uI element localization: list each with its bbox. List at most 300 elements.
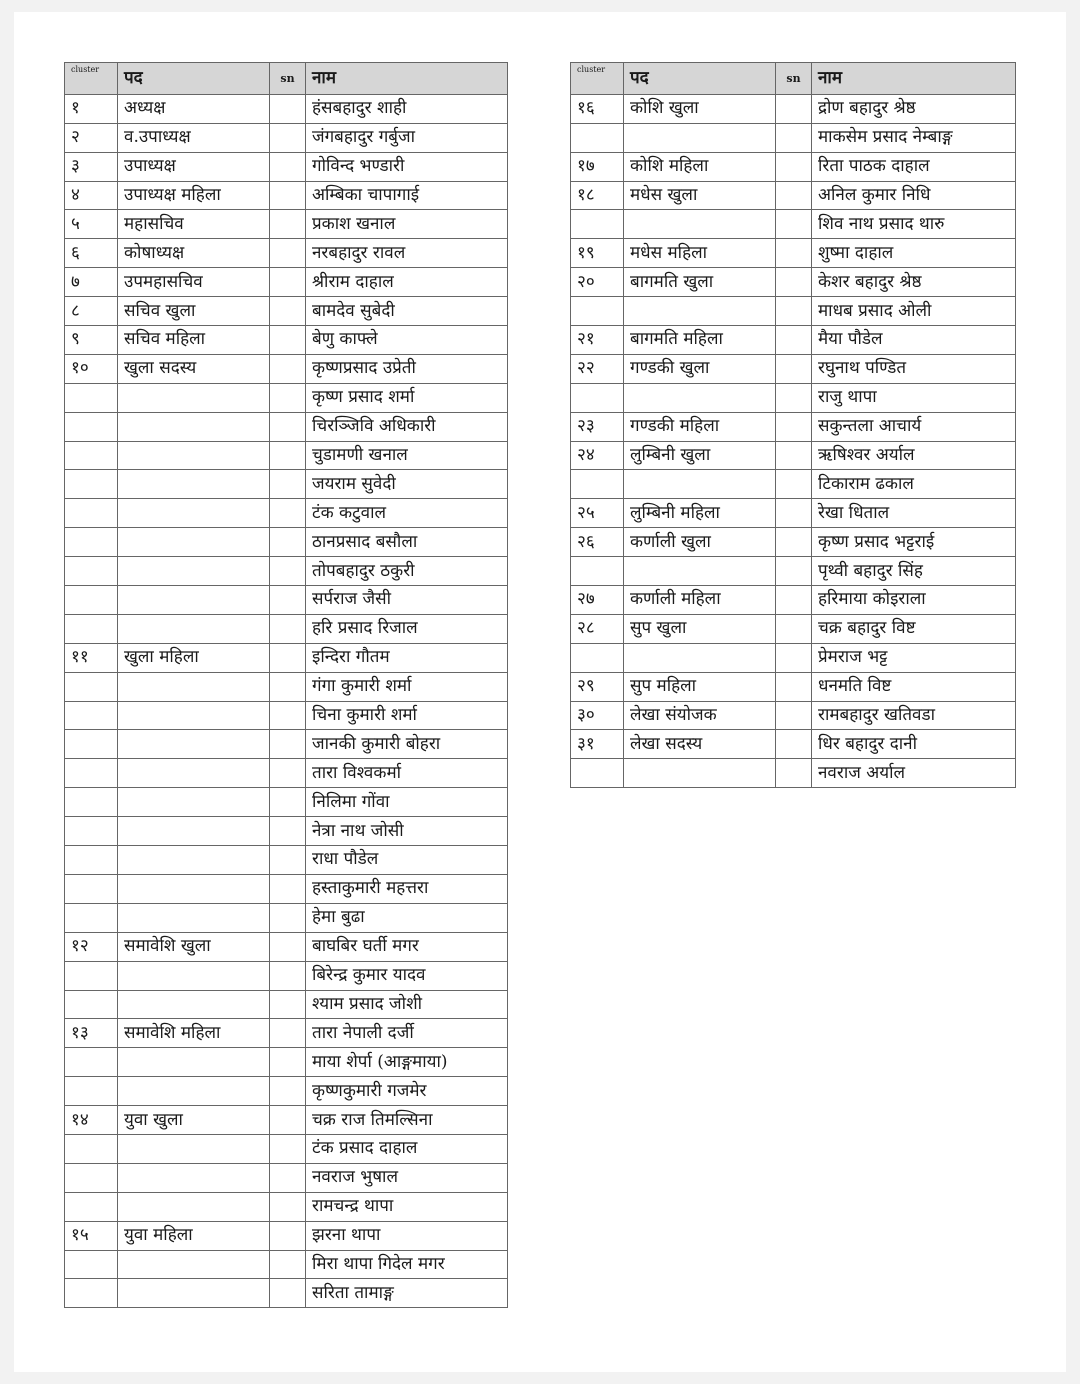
cell-cluster: १६ xyxy=(571,94,624,123)
cell-post: समावेशि महिला xyxy=(118,1019,270,1048)
cell-post: मधेस महिला xyxy=(624,239,776,268)
table-row xyxy=(571,123,1016,152)
cell-post: खुला महिला xyxy=(118,643,270,672)
cell-post xyxy=(118,383,270,412)
cell-post: बागमति खुला xyxy=(624,268,776,297)
cell-cluster xyxy=(571,297,624,326)
cell-post xyxy=(118,1250,270,1279)
cell-post xyxy=(624,759,776,788)
cell-sn xyxy=(776,499,812,528)
cell-sn xyxy=(776,326,812,355)
table-row xyxy=(65,239,508,268)
table-row xyxy=(571,701,1016,730)
cell-name: सरिता तामाङ्ग xyxy=(306,1279,508,1308)
cell-sn xyxy=(270,817,306,846)
cell-cluster: २४ xyxy=(571,441,624,470)
cell-sn xyxy=(270,1192,306,1221)
roster-body-right xyxy=(571,94,1016,787)
cell-name: राजु थापा xyxy=(812,383,1016,412)
cell-post xyxy=(118,557,270,586)
cell-name: मैया पौडेल xyxy=(812,326,1016,355)
table-row xyxy=(65,1019,508,1048)
cell-cluster xyxy=(65,874,118,903)
cell-sn xyxy=(270,932,306,961)
cell-post: युवा महिला xyxy=(118,1221,270,1250)
cell-sn xyxy=(270,557,306,586)
cell-cluster xyxy=(65,1163,118,1192)
cell-post: व.उपाध्यक्ष xyxy=(118,123,270,152)
cell-cluster: २८ xyxy=(571,614,624,643)
cell-cluster: ४ xyxy=(65,181,118,210)
cell-sn xyxy=(776,239,812,268)
cell-post xyxy=(118,1077,270,1106)
cell-cluster xyxy=(65,383,118,412)
cell-post xyxy=(118,701,270,730)
table-row xyxy=(65,354,508,383)
cell-cluster xyxy=(65,557,118,586)
cell-cluster: २९ xyxy=(571,672,624,701)
cell-sn xyxy=(270,1048,306,1077)
cell-cluster xyxy=(65,990,118,1019)
cell-cluster xyxy=(65,1279,118,1308)
cell-name: नेत्रा नाथ जोसी xyxy=(306,817,508,846)
cell-cluster: ११ xyxy=(65,643,118,672)
table-row xyxy=(65,499,508,528)
cell-cluster: १४ xyxy=(65,1106,118,1135)
cell-cluster xyxy=(65,586,118,615)
cell-name: राधा पौडेल xyxy=(306,846,508,875)
cell-cluster: १८ xyxy=(571,181,624,210)
cell-cluster xyxy=(65,759,118,788)
cell-sn xyxy=(776,268,812,297)
cell-cluster xyxy=(571,643,624,672)
cell-name: कृष्ण प्रसाद शर्मा xyxy=(306,383,508,412)
cell-sn xyxy=(270,326,306,355)
cell-post xyxy=(118,788,270,817)
cell-cluster: २६ xyxy=(571,528,624,557)
table-row xyxy=(65,181,508,210)
cell-name: नवराज भुषाल xyxy=(306,1163,508,1192)
cell-name: बामदेव सुबेदी xyxy=(306,297,508,326)
table-row xyxy=(571,441,1016,470)
table-row xyxy=(65,1279,508,1308)
cell-name: धनमति विष्ट xyxy=(812,672,1016,701)
cell-cluster: २१ xyxy=(571,326,624,355)
cell-cluster xyxy=(571,210,624,239)
cell-cluster xyxy=(65,1048,118,1077)
table-row xyxy=(65,326,508,355)
cell-post xyxy=(118,672,270,701)
cell-name: नवराज अर्याल xyxy=(812,759,1016,788)
cell-sn xyxy=(776,470,812,499)
cell-name: प्रेमराज भट्ट xyxy=(812,643,1016,672)
cell-post xyxy=(118,412,270,441)
cell-sn xyxy=(776,297,812,326)
table-row xyxy=(65,528,508,557)
cell-post xyxy=(118,961,270,990)
cell-cluster xyxy=(571,383,624,412)
cell-name: श्रीराम दाहाल xyxy=(306,268,508,297)
cell-post xyxy=(118,441,270,470)
cell-sn xyxy=(270,643,306,672)
cell-name: हस्ताकुमारी महत्तरा xyxy=(306,874,508,903)
cell-post xyxy=(118,499,270,528)
cell-sn xyxy=(776,210,812,239)
cell-sn xyxy=(270,470,306,499)
cell-sn xyxy=(270,586,306,615)
cell-sn xyxy=(270,961,306,990)
cell-sn xyxy=(270,614,306,643)
table-row xyxy=(65,268,508,297)
cell-sn xyxy=(270,383,306,412)
table-row xyxy=(65,846,508,875)
cell-name: झरना थापा xyxy=(306,1221,508,1250)
cell-post: उपमहासचिव xyxy=(118,268,270,297)
cell-sn xyxy=(270,354,306,383)
cell-sn xyxy=(270,123,306,152)
cell-name: माकसेम प्रसाद नेम्बाङ्ग xyxy=(812,123,1016,152)
cell-cluster xyxy=(571,123,624,152)
cell-name: रघुनाथ पण्डित xyxy=(812,354,1016,383)
cell-cluster xyxy=(571,470,624,499)
cell-name: चुडामणी खनाल xyxy=(306,441,508,470)
cell-name: रामचन्द्र थापा xyxy=(306,1192,508,1221)
cell-post: सुप महिला xyxy=(624,672,776,701)
cell-post: गण्डकी महिला xyxy=(624,412,776,441)
cell-post xyxy=(624,210,776,239)
table-row xyxy=(65,874,508,903)
cell-cluster xyxy=(65,788,118,817)
cell-name: हरिमाया कोइराला xyxy=(812,586,1016,615)
cell-name: निलिमा गोंवा xyxy=(306,788,508,817)
cell-cluster xyxy=(65,701,118,730)
cell-post xyxy=(118,730,270,759)
cell-post: लेखा सदस्य xyxy=(624,730,776,759)
cell-post xyxy=(624,643,776,672)
cell-cluster: १२ xyxy=(65,932,118,961)
cell-post xyxy=(624,383,776,412)
cell-name: ठानप्रसाद बसौला xyxy=(306,528,508,557)
cell-cluster: ६ xyxy=(65,239,118,268)
cell-name: गोविन्द भण्डारी xyxy=(306,152,508,181)
cell-post: उपाध्यक्ष xyxy=(118,152,270,181)
cell-name: बाघबिर घर्ती मगर xyxy=(306,932,508,961)
cell-name: गंगा कुमारी शर्मा xyxy=(306,672,508,701)
cell-sn xyxy=(270,1077,306,1106)
cell-name: द्रोण बहादुर श्रेष्ठ xyxy=(812,94,1016,123)
cell-name: टिकाराम ढकाल xyxy=(812,470,1016,499)
cell-name: बेणु काफ्ले xyxy=(306,326,508,355)
cell-sn xyxy=(270,94,306,123)
cell-sn xyxy=(270,297,306,326)
table-row xyxy=(65,1163,508,1192)
cell-name: माया शेर्पा (आङ्गमाया) xyxy=(306,1048,508,1077)
table-row xyxy=(65,412,508,441)
cell-name: जंगबहादुर गर्बुजा xyxy=(306,123,508,152)
cell-cluster: १९ xyxy=(571,239,624,268)
cell-post: उपाध्यक्ष महिला xyxy=(118,181,270,210)
cell-name: नरबहादुर रावल xyxy=(306,239,508,268)
cell-cluster xyxy=(65,1192,118,1221)
table-row xyxy=(65,990,508,1019)
table-row xyxy=(571,354,1016,383)
cell-sn xyxy=(270,701,306,730)
cell-name: चक्र बहादुर विष्ट xyxy=(812,614,1016,643)
cell-sn xyxy=(270,1106,306,1135)
cell-cluster xyxy=(65,961,118,990)
table-row xyxy=(65,730,508,759)
cell-post xyxy=(118,990,270,1019)
roster-body-left xyxy=(65,94,508,1307)
cell-sn xyxy=(270,903,306,932)
table-row xyxy=(65,701,508,730)
cell-sn xyxy=(270,210,306,239)
cell-post xyxy=(118,1279,270,1308)
table-row xyxy=(65,441,508,470)
cell-name: माधब प्रसाद ओली xyxy=(812,297,1016,326)
table-row xyxy=(65,788,508,817)
roster-table-right xyxy=(570,62,1016,788)
cell-cluster xyxy=(65,817,118,846)
cell-sn xyxy=(270,788,306,817)
table-row xyxy=(65,961,508,990)
cell-cluster: २० xyxy=(571,268,624,297)
table-row xyxy=(571,239,1016,268)
cell-post: मधेस खुला xyxy=(624,181,776,210)
cell-sn xyxy=(776,181,812,210)
table-row xyxy=(65,643,508,672)
table-row xyxy=(65,614,508,643)
cell-cluster xyxy=(65,846,118,875)
cell-sn xyxy=(270,1163,306,1192)
cell-cluster: १५ xyxy=(65,1221,118,1250)
cell-post: गण्डकी खुला xyxy=(624,354,776,383)
cell-name: हरि प्रसाद रिजाल xyxy=(306,614,508,643)
cell-sn xyxy=(270,499,306,528)
cell-name: ऋषिश्वर अर्याल xyxy=(812,441,1016,470)
table-row xyxy=(65,817,508,846)
cell-post xyxy=(118,528,270,557)
table-row xyxy=(65,470,508,499)
table-row xyxy=(571,586,1016,615)
cell-post: लेखा संयोजक xyxy=(624,701,776,730)
table-row xyxy=(65,932,508,961)
cell-sn xyxy=(776,383,812,412)
cell-cluster xyxy=(571,759,624,788)
table-row xyxy=(65,1250,508,1279)
cell-post: कर्णाली महिला xyxy=(624,586,776,615)
cell-cluster: २३ xyxy=(571,412,624,441)
cell-cluster: १ xyxy=(65,94,118,123)
cell-sn xyxy=(776,528,812,557)
table-row xyxy=(65,1048,508,1077)
header-post: पद xyxy=(118,63,270,95)
cell-post xyxy=(118,1134,270,1163)
cell-post: कोषाध्यक्ष xyxy=(118,239,270,268)
table-row xyxy=(65,210,508,239)
cell-name: रिता पाठक दाहाल xyxy=(812,152,1016,181)
cell-cluster: १३ xyxy=(65,1019,118,1048)
cell-cluster: ५ xyxy=(65,210,118,239)
cell-post xyxy=(118,1048,270,1077)
cell-post: समावेशि खुला xyxy=(118,932,270,961)
cell-post xyxy=(118,586,270,615)
cell-sn xyxy=(270,181,306,210)
cell-post: कोशि महिला xyxy=(624,152,776,181)
cell-name: टंक कटुवाल xyxy=(306,499,508,528)
table-row xyxy=(65,1106,508,1135)
cell-cluster: २२ xyxy=(571,354,624,383)
table-row xyxy=(65,123,508,152)
cell-sn xyxy=(270,1250,306,1279)
cell-sn xyxy=(270,1134,306,1163)
header-name: नाम xyxy=(812,63,1016,95)
cell-post xyxy=(624,297,776,326)
header-sn: sn xyxy=(776,63,812,95)
cell-name: तारा विश्वकर्मा xyxy=(306,759,508,788)
cell-cluster xyxy=(65,1250,118,1279)
cell-name: हेमा बुढा xyxy=(306,903,508,932)
header-name: नाम xyxy=(306,63,508,95)
cell-cluster: ९ xyxy=(65,326,118,355)
cell-post: सुप खुला xyxy=(624,614,776,643)
cell-sn xyxy=(270,412,306,441)
cell-sn xyxy=(270,672,306,701)
table-row xyxy=(65,1077,508,1106)
table-row xyxy=(571,672,1016,701)
cell-name: कृष्णप्रसाद उप्रेती xyxy=(306,354,508,383)
roster-table-left xyxy=(64,62,508,1308)
cell-cluster: १७ xyxy=(571,152,624,181)
cell-post: कोशि खुला xyxy=(624,94,776,123)
cell-name: शुष्मा दाहाल xyxy=(812,239,1016,268)
table-row xyxy=(65,672,508,701)
cell-name: चिना कुमारी शर्मा xyxy=(306,701,508,730)
table-row xyxy=(65,1192,508,1221)
cell-cluster: २७ xyxy=(571,586,624,615)
cell-name: सकुन्तला आचार्य xyxy=(812,412,1016,441)
cell-name: चिरञ्जिवि अधिकारी xyxy=(306,412,508,441)
cell-cluster xyxy=(571,557,624,586)
cell-sn xyxy=(270,990,306,1019)
cell-sn xyxy=(776,701,812,730)
cell-cluster xyxy=(65,441,118,470)
cell-name: कृष्णकुमारी गजमेर xyxy=(306,1077,508,1106)
cell-cluster xyxy=(65,412,118,441)
cell-post xyxy=(624,470,776,499)
cell-sn xyxy=(270,152,306,181)
cell-sn xyxy=(776,643,812,672)
table-row xyxy=(571,383,1016,412)
table-row xyxy=(571,326,1016,355)
cell-name: पृथ्वी बहादुर सिंह xyxy=(812,557,1016,586)
table-row xyxy=(65,1134,508,1163)
cell-sn xyxy=(776,557,812,586)
cell-sn xyxy=(776,123,812,152)
header-cluster: cluster xyxy=(65,63,118,95)
table-row xyxy=(571,152,1016,181)
cell-post xyxy=(118,470,270,499)
cell-sn xyxy=(776,586,812,615)
cell-cluster xyxy=(65,614,118,643)
cell-cluster: २५ xyxy=(571,499,624,528)
table-row xyxy=(65,94,508,123)
cell-cluster xyxy=(65,470,118,499)
cell-name: हंसबहादुर शाही xyxy=(306,94,508,123)
cell-sn xyxy=(270,1019,306,1048)
table-row xyxy=(571,297,1016,326)
cell-sn xyxy=(270,239,306,268)
cell-name: जानकी कुमारी बोहरा xyxy=(306,730,508,759)
cell-cluster xyxy=(65,903,118,932)
cell-name: तारा नेपाली दर्जी xyxy=(306,1019,508,1048)
cell-sn xyxy=(776,354,812,383)
table-row xyxy=(65,383,508,412)
cell-cluster xyxy=(65,499,118,528)
cell-sn xyxy=(270,1221,306,1250)
cell-name: श्याम प्रसाद जोशी xyxy=(306,990,508,1019)
header-sn: sn xyxy=(270,63,306,95)
table-header-row xyxy=(571,63,1016,95)
cell-post: सचिव महिला xyxy=(118,326,270,355)
table-row xyxy=(571,614,1016,643)
table-row xyxy=(65,152,508,181)
cell-sn xyxy=(270,268,306,297)
cell-name: रामबहादुर खतिवडा xyxy=(812,701,1016,730)
cell-sn xyxy=(776,152,812,181)
table-row xyxy=(571,210,1016,239)
cell-name: शिव नाथ प्रसाद थारु xyxy=(812,210,1016,239)
cell-sn xyxy=(270,528,306,557)
cell-name: केशर बहादुर श्रेष्ठ xyxy=(812,268,1016,297)
cell-sn xyxy=(776,759,812,788)
table-row xyxy=(571,412,1016,441)
table-row xyxy=(571,643,1016,672)
cell-post xyxy=(118,614,270,643)
table-row xyxy=(65,1221,508,1250)
cell-sn xyxy=(270,759,306,788)
cell-name: रेखा धिताल xyxy=(812,499,1016,528)
cell-post xyxy=(118,846,270,875)
table-row xyxy=(571,730,1016,759)
cell-cluster: ३१ xyxy=(571,730,624,759)
table-row xyxy=(571,557,1016,586)
cell-name: मिरा थापा गिदेल मगर xyxy=(306,1250,508,1279)
document-page xyxy=(14,12,1066,1372)
cell-sn xyxy=(270,441,306,470)
cell-sn xyxy=(776,672,812,701)
cell-name: अम्बिका चापागाई xyxy=(306,181,508,210)
cell-cluster xyxy=(65,1077,118,1106)
cell-sn xyxy=(270,1279,306,1308)
cell-sn xyxy=(270,846,306,875)
table-row xyxy=(571,268,1016,297)
table-row xyxy=(65,759,508,788)
table-row xyxy=(65,297,508,326)
cell-post: कर्णाली खुला xyxy=(624,528,776,557)
header-cluster: cluster xyxy=(571,63,624,95)
cell-name: बिरेन्द्र कुमार यादव xyxy=(306,961,508,990)
cell-cluster: १० xyxy=(65,354,118,383)
cell-post xyxy=(624,123,776,152)
cell-sn xyxy=(776,94,812,123)
cell-sn xyxy=(270,730,306,759)
cell-sn xyxy=(270,874,306,903)
table-row xyxy=(65,586,508,615)
cell-name: तोपबहादुर ठकुरी xyxy=(306,557,508,586)
cell-cluster: २ xyxy=(65,123,118,152)
table-row xyxy=(65,557,508,586)
